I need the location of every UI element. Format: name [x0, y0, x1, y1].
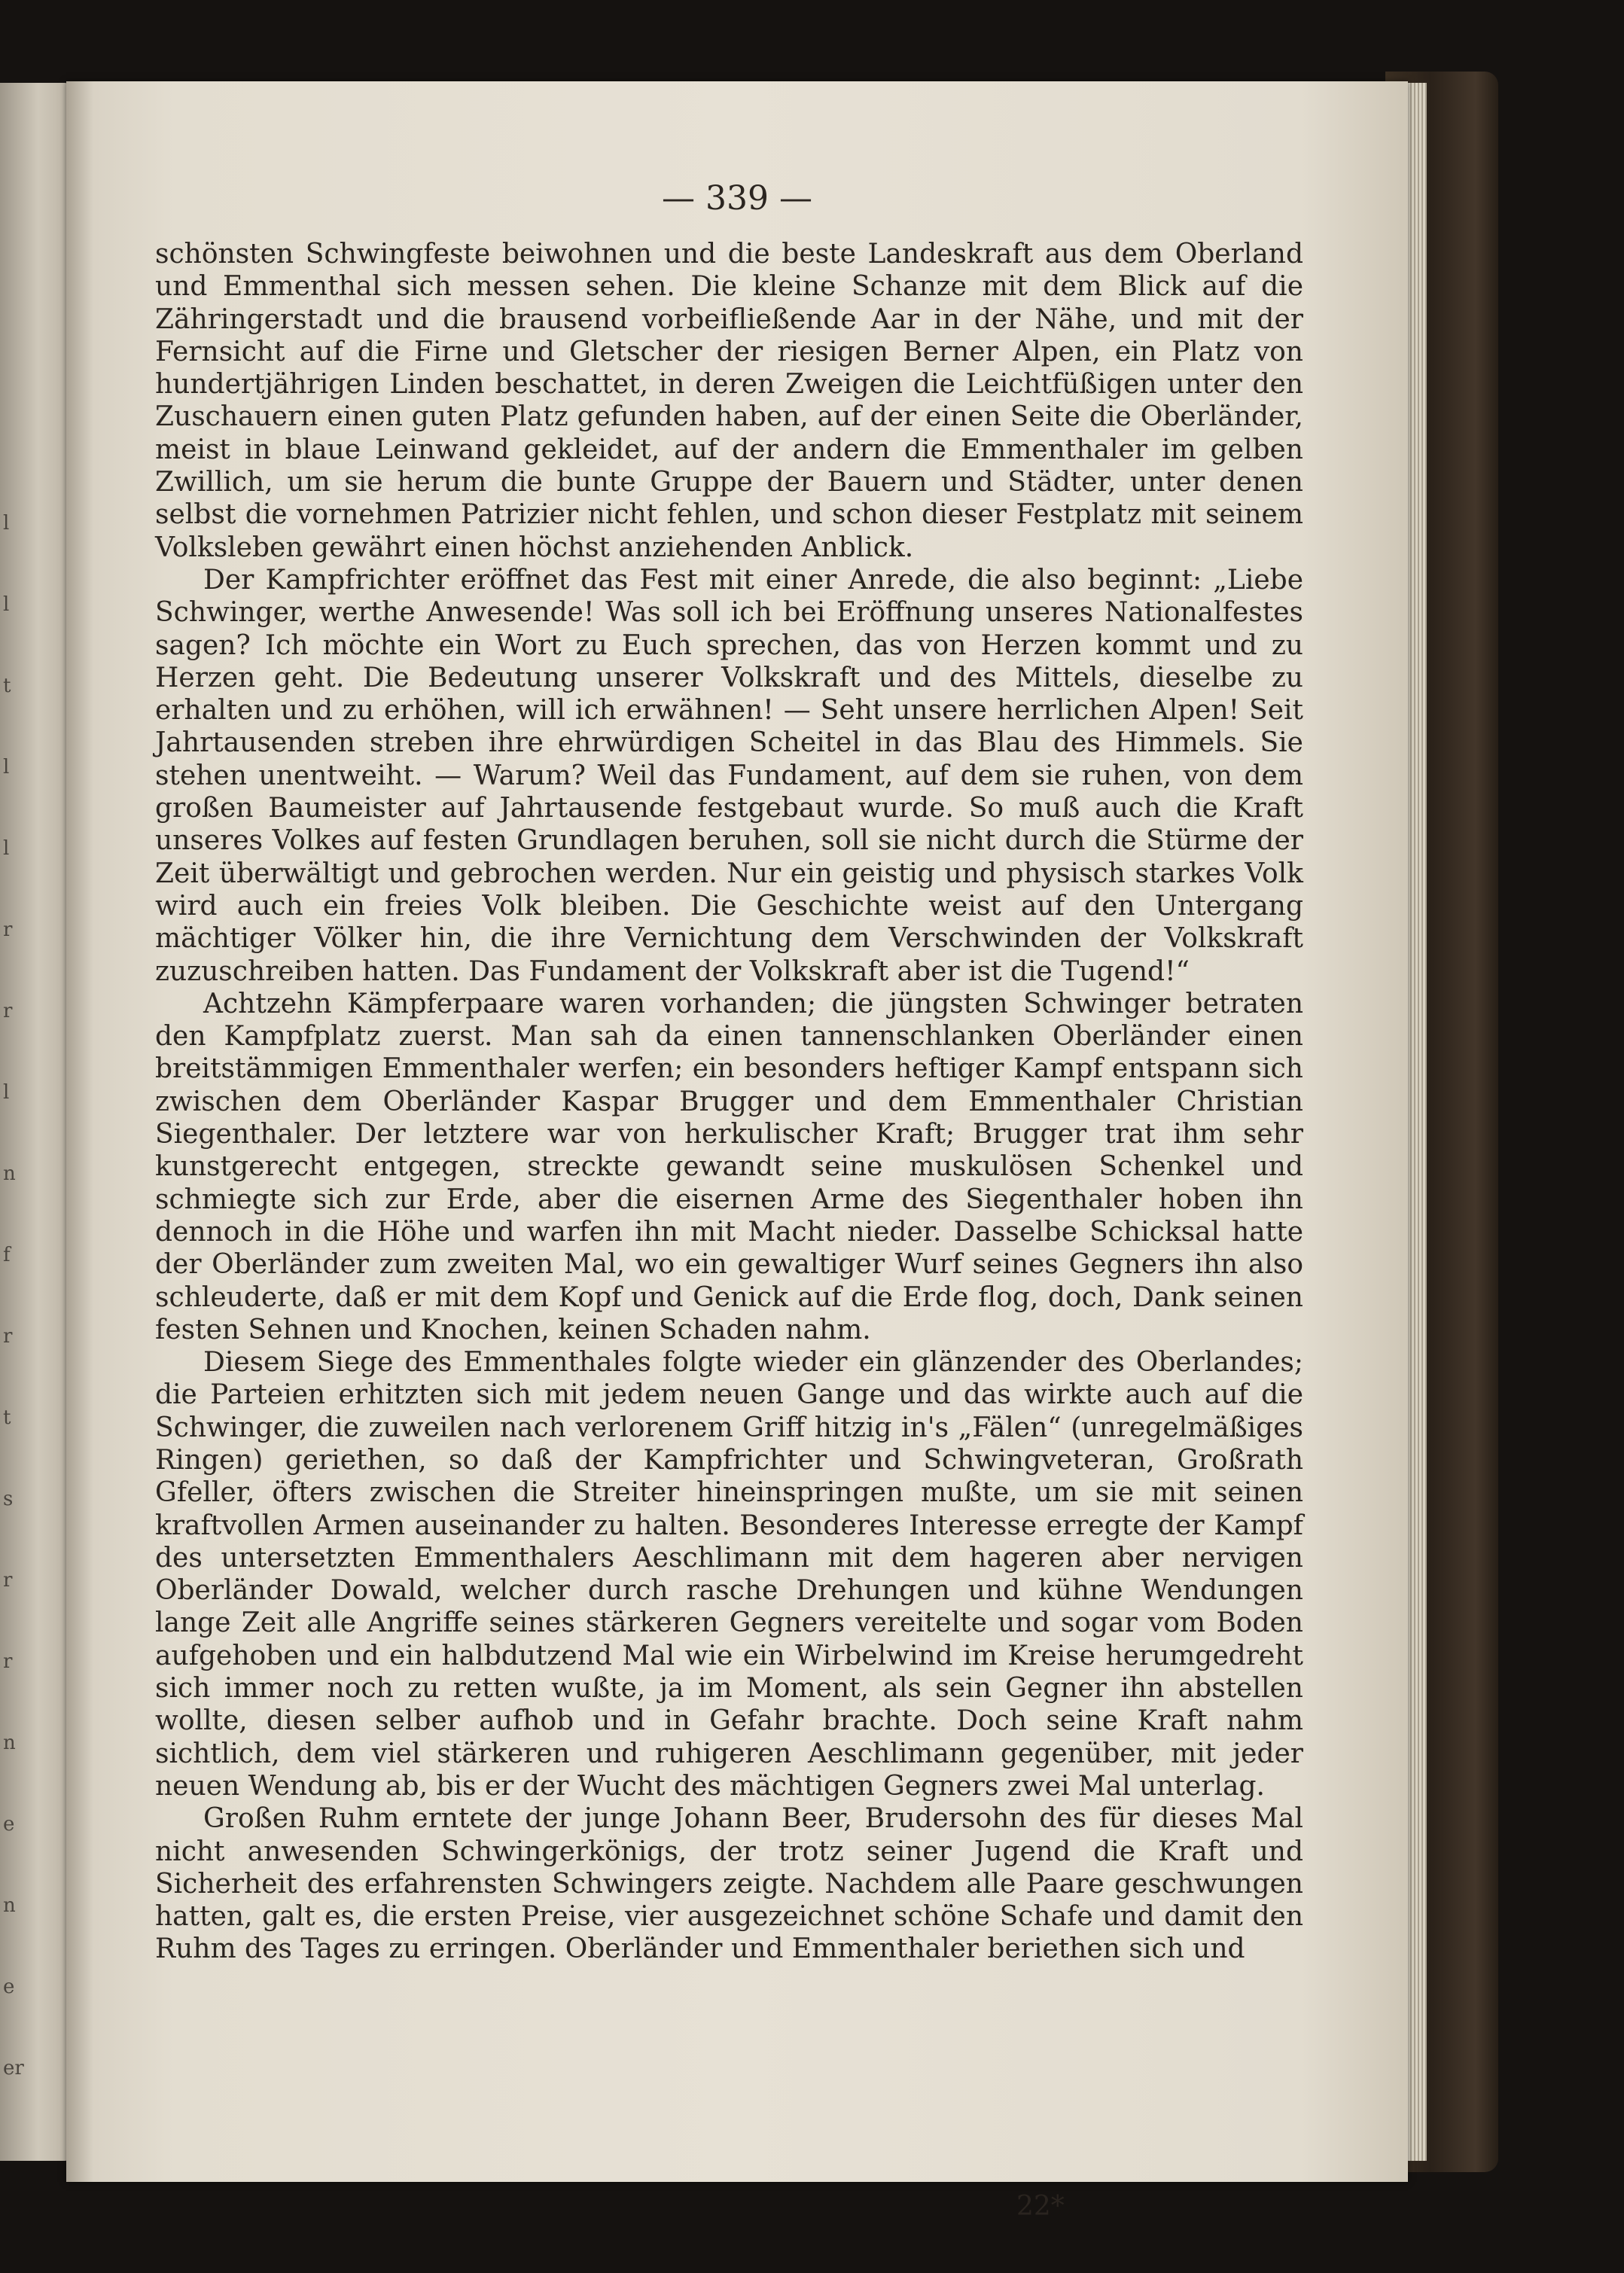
left-page-fragment: n — [3, 1162, 16, 1185]
paragraph-5: Großen Ruhm erntete der junge Johann Beer, Brudersohn des für dieses Mal nicht anwesenden Schwingerkönigs, der trotz seiner Jugend die Kraft und Sicherheit des erfahrensten Schwingers zeigte. Nachdem alle Paare geschwungen hatten, galt es, die ersten Preise, vier ausgezeichnet schöne Schafe und damit den Ruhm des Tages zu erringen. Oberländer und Emmenthaler beriethen sich und — [155, 1803, 1303, 1965]
left-page-fragment: l — [3, 512, 10, 535]
left-page-fragment: t — [3, 1406, 11, 1429]
body-text — [155, 238, 1303, 1966]
left-page-fragment: s — [3, 1488, 14, 1510]
left-page-fragment: n — [3, 1732, 16, 1754]
page-number-header: — 339 — — [662, 179, 812, 218]
paragraph-1: schönsten Schwingfeste beiwohnen und die beste Landeskraft aus dem Oberland und Emmenthal sich messen sehen. Die kleine Schanze mit dem Blick auf die Zähringerstadt und die brausend vorbeifließende Aar in der Nähe, und mit der Fernsicht auf die Firne und Gletscher der riesigen Berner Alpen, ein Platz von hundertjährigen Linden beschattet, in deren Zweigen die Leichtfüßigen unter den Zuschauern einen guten Platz gefunden haben, auf der einen Seite die Oberländer, meist in blaue Leinwand gekleidet, auf der andern die Emmenthaler im gelben Zwillich, um sie herum die bunte Gruppe der Bauern und Städter, unter denen selbst die vornehmen Patrizier nicht fehlen, und schon dieser Festplatz mit seinem Volksleben gewährt einen höchst anziehenden Anblick. — [155, 239, 1303, 563]
left-page-fragment: r — [3, 919, 13, 941]
left-page-fragment: e — [3, 1813, 15, 1836]
left-page-fragment: l — [3, 1081, 10, 1104]
book-page — [66, 81, 1408, 2222]
left-page-fragment: f — [3, 1244, 11, 1266]
left-page-fragment: r — [3, 1650, 13, 1673]
left-page-fragment: l — [3, 837, 10, 860]
left-page-fragment: r — [3, 1569, 13, 1592]
signature-mark: 22* — [1016, 2191, 1065, 2222]
left-page-fragment: l — [3, 756, 10, 778]
left-page-fragment: l — [3, 593, 10, 616]
paragraph-3: Achtzehn Kämpferpaare waren vorhanden; die jüngsten Schwinger betraten den Kampfplatz zuerst. Man sah da einen tannenschlanken Oberländer einen breitstämmigen Emmenthaler werfen; ein besonders heftiger Kampf entspann sich zwischen dem Oberländer Kaspar Brugger und dem Emmenthaler Christian Siegenthaler. Der letztere war von herkulischer Kraft; Brugger trat ihm sehr kunstgerecht entgegen, streckte gewandt seine muskulösen Schenkel und schmiegte sich zur Erde, aber die eisernen Arme des Siegenthaler hoben ihn dennoch in die Höhe und warfen ihn mit Macht nieder. Dasselbe Schicksal hatte der Oberländer zum zweiten Mal, wo ein gewaltiger Wurf seines Gegners ihn also schleuderte, daß er mit dem Kopf und Genick auf die Erde flog, doch, Dank seinen festen Sehnen und Knochen, keinen Schaden nahm. — [155, 988, 1303, 1345]
left-page-fragment: e — [3, 1976, 15, 1998]
left-page-fragment: r — [3, 1000, 13, 1022]
paragraph-4: Diesem Siege des Emmenthales folgte wieder ein glänzender des Oberlandes; die Parteien erhitzten sich mit jedem neuen Gange und das wirkte auch auf die Schwinger, die zuweilen nach verlorenem Griff hitzig in's „Fälen“ (unregelmäßiges Ringen) geriethen, so daß der Kampfrichter und Schwingveteran, Großrath Gfeller, öfters zwischen die Streiter hineinspringen mußte, um sie mit seinen kraftvollen Armen auseinander zu halten. Besonderes Interesse erregte der Kampf des untersetzten Emmenthalers Aeschlimann mit dem hageren aber nervigen Oberländer Dowald, welcher durch rasche Drehungen und kühne Wendungen lange Zeit alle Angriffe seines stärkeren Gegners vereitelte und sogar vom Boden aufgehoben und ein halbdutzend Mal wie ein Wirbelwind im Kreise herumgedreht sich immer noch zu retten wußte, ja im Moment, als sein Gegner ihn abstellen wollte, diesen selber aufhob und in Gefahr brachte. Doch seine Kraft nahm sichtlich, dem viel stärkeren und ruhigeren Aeschlimann gegenüber, mit jeder neuen Wendung ab, bis er der Wucht des mächtigen Gegners zwei Mal unterlag. — [155, 1347, 1303, 1802]
left-facing-page — [0, 83, 69, 2161]
left-page-fragment: er — [3, 2057, 24, 2080]
left-page-fragment: t — [3, 675, 11, 697]
left-page-fragment: r — [3, 1325, 13, 1348]
left-page-fragment: n — [3, 1894, 16, 1917]
paragraph-2: Der Kampfrichter eröffnet das Fest mit einer Anrede, die also beginnt: „Liebe Schwinger, werthe Anwesende! Was soll ich bei Eröffnung unseres Nationalfestes sagen? Ich möchte ein Wort zu Euch sprechen, das von Herzen kommt und zu Herzen geht. Die Bedeutung unserer Volkskraft und des Mittels, dieselbe zu erhalten und zu erhöhen, will ich erwähnen! — Seht unsere herrlichen Alpen! Seit Jahrtausenden streben ihre ehrwürdigen Scheitel in das Blau des Himmels. Sie stehen unentweiht. — Warum? Weil das Fundament, auf dem sie ruhen, von dem großen Baumeister auf Jahrtausende festgebaut wurde. So muß auch die Kraft unseres Volkes auf festen Grundlagen beruhen, soll sie nicht durch die Stürme der Zeit überwältigt und gebrochen werden. Nur ein geistig und physisch starkes Volk wird auch ein freies Volk bleiben. Die Geschichte weist auf den Untergang mächtiger Völker hin, die ihre Vernichtung dem Verschwinden der Volkskraft zuzuschreiben hatten. Das Fundament der Volkskraft aber ist die Tugend!“ — [155, 564, 1303, 987]
